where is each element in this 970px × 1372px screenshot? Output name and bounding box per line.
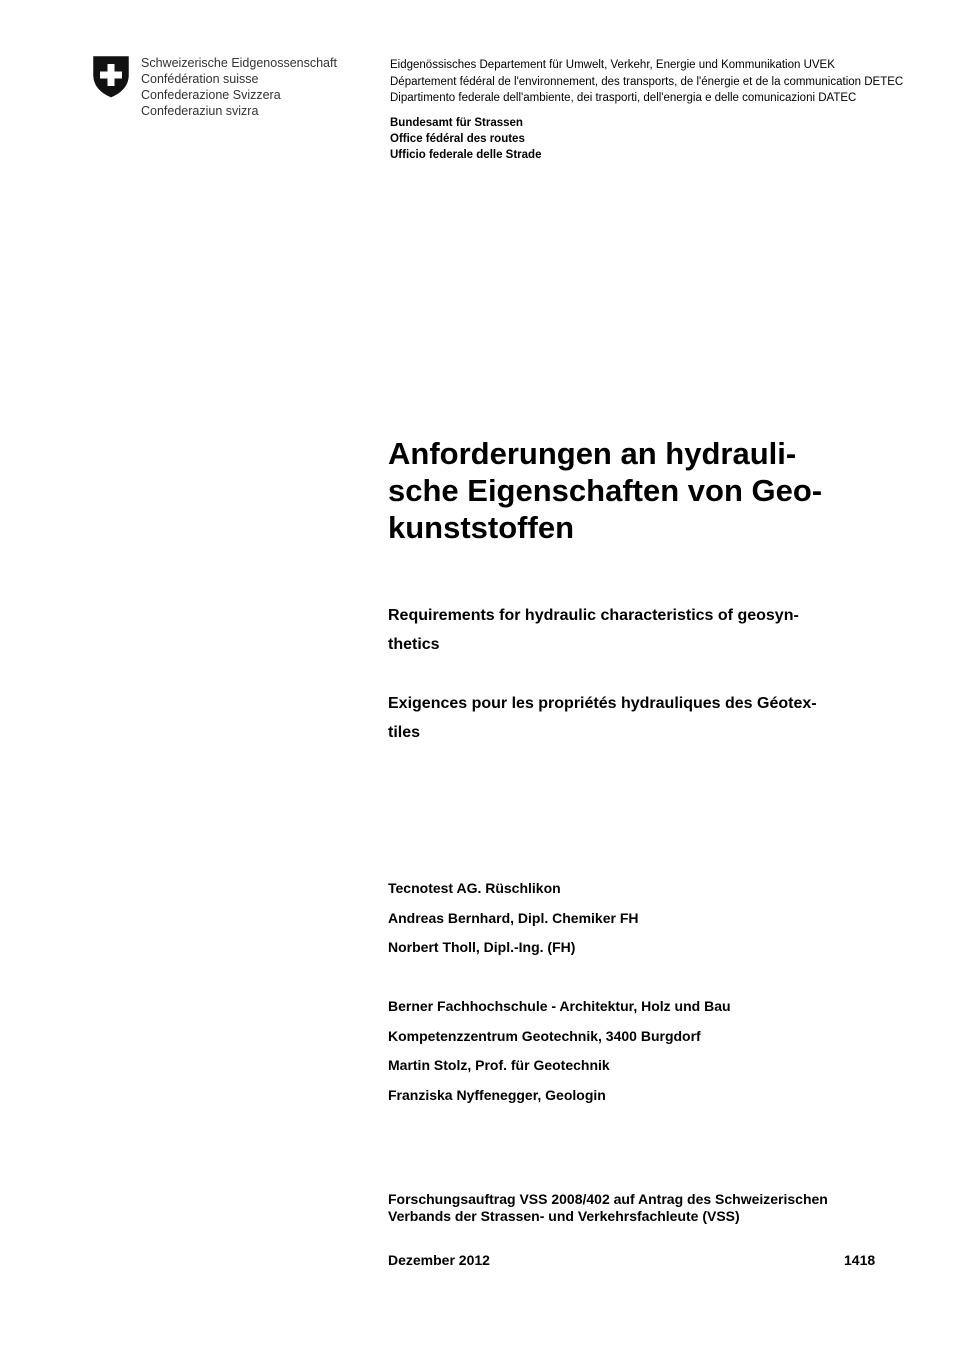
subtitle-line: Requirements for hydraulic characteristics of geosyn- [388,607,799,624]
subtitle-line: Exigences pour les propriétés hydrauliques des Géotex- [388,695,817,712]
confederation-name-it: Confederazione Svizzera [141,88,281,102]
research-line: Verbands der Strassen- und Verkehrsfachleute (VSS) [388,1208,740,1224]
research-line: Forschungsauftrag VSS 2008/402 auf Antrag des Schweizerischen [388,1191,828,1207]
subtitle-english [388,601,878,659]
research-mandate [388,1191,878,1225]
subtitle-french [388,689,878,747]
swiss-shield-icon [92,55,130,98]
office-name-it: Ufficio federale delle Strade [390,149,542,161]
subtitle-line: thetics [388,636,440,653]
office-name-de: Bundesamt für Strassen [390,117,523,129]
department-names [390,57,903,107]
authors-tecnotest [388,878,639,967]
author-line: Berner Fachhochschule - Architektur, Holz und Bau [388,998,731,1014]
title-line: Anforderungen an hydrauli- [388,436,797,471]
author-line: Tecnotest AG. Rüschlikon [388,880,561,896]
report-title [388,435,868,546]
report-number: 1418 [844,1252,876,1268]
author-line: Martin Stolz, Prof. für Geotechnik [388,1057,610,1073]
office-name-fr: Office fédéral des routes [390,133,525,145]
department-name-it: Dipartimento federale dell'ambiente, dei trasporti, dell'energia e delle comunicazioni DATEC [390,92,857,104]
author-line: Andreas Bernhard, Dipl. Chemiker FH [388,909,639,926]
office-names [390,115,541,163]
confederation-name-de: Schweizerische Eidgenossenschaft [141,56,337,70]
authors-bfh [388,996,731,1114]
confederation-name-rm: Confederaziun svizra [141,104,259,118]
author-line: Norbert Tholl, Dipl.-Ing. (FH) [388,939,576,955]
subtitle-line: tiles [388,724,421,741]
department-name-de: Eidgenössisches Departement für Umwelt, Verkehr, Energie und Kommunikation UVEK [390,59,835,71]
publication-date: Dezember 2012 [388,1252,490,1268]
author-line: Franziska Nyffenegger, Geologin [388,1086,606,1103]
title-line: kunststoffen [388,510,574,545]
author-line: Kompetenzzentrum Geotechnik, 3400 Burgdorf [388,1027,701,1044]
confederation-name-fr: Confédération suisse [141,72,259,86]
confederation-names [141,55,337,119]
department-name-fr: Département fédéral de l'environnement, des transports, de l'énergie et de la communication DETEC [390,75,904,88]
title-line: sche Eigenschaften von Geo- [388,473,823,508]
